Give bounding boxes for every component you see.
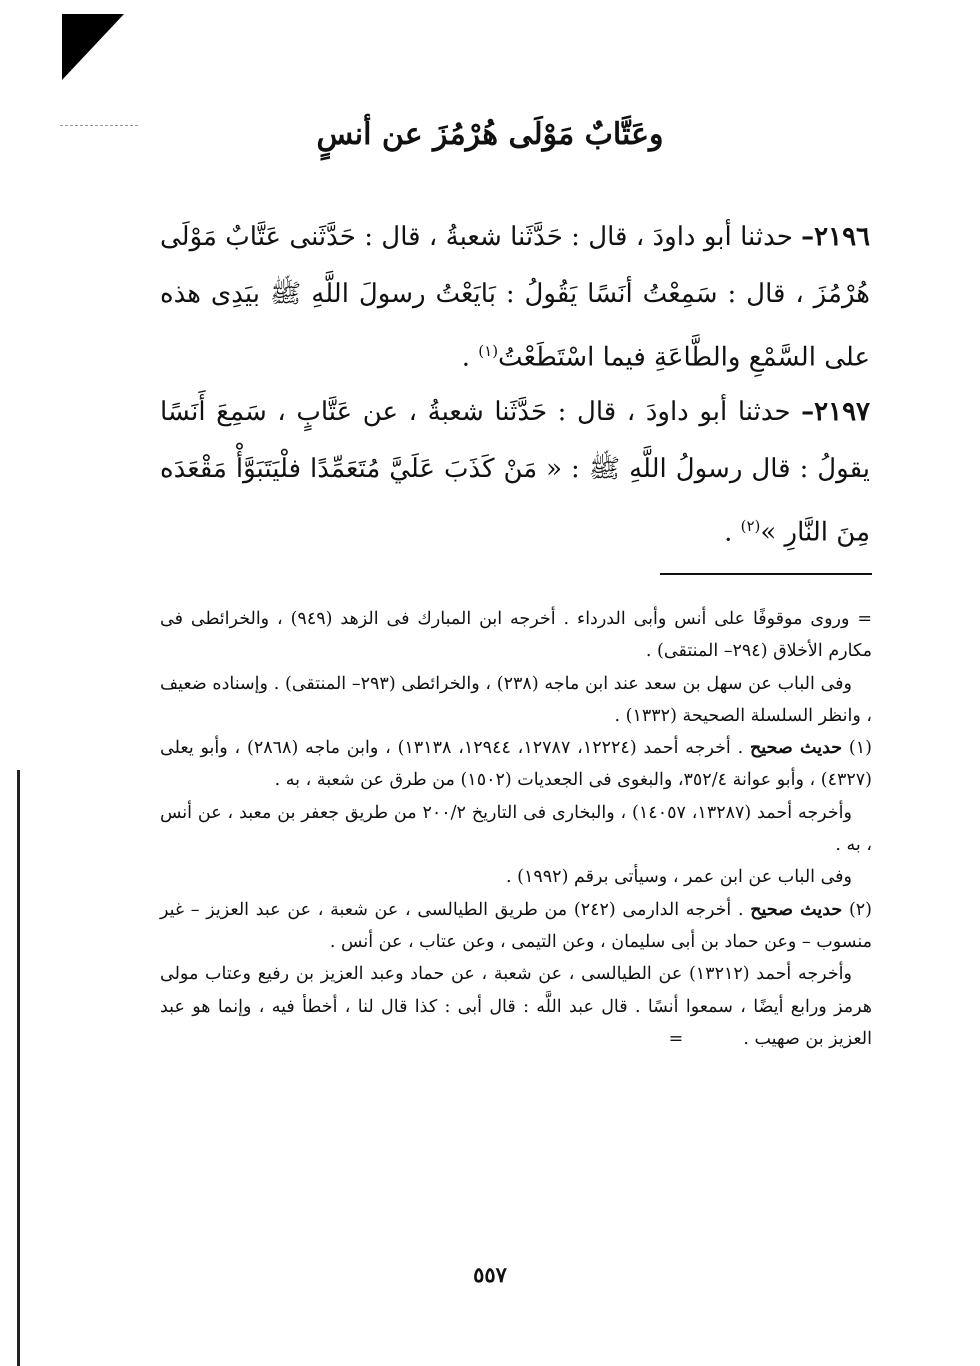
footnote-paragraph: وفى الباب عن سهل بن سعد عند ابن ماجه (٢٣٨) ، والخرائطى (٢٩٣– المنتقى) . وإسناده ضعيف ، وانظر السلسلة الصحيحة (١٣٣٢) .	[160, 673, 872, 726]
footnote-2	[160, 894, 872, 959]
hadith-text: حدثنا أبو داودَ ، قال : حَدَّثَنا شعبةُ ، عن عَتَّابٍ ، سَمِعَ أَنَسًا يقولُ : قال رسولُ اللَّهِ ﷺ : « مَنْ كَذَبَ عَلَيَّ مُتَعَمِّدًا فلْيَتَبَوَّأْ مَقْعَدَه مِنَ النَّارِ »	[160, 397, 870, 548]
hadith-grade: حديث صحيح	[750, 899, 843, 920]
dashed-rule	[60, 125, 138, 126]
footnote-paragraph: = وروى موقوفًا على أنس وأبى الدرداء . أخرجه ابن المبارك فى الزهد (٩٤٩) ، والخرائطى فى مكارم الأخلاق (٢٩٤– المنتقى) .	[160, 609, 872, 662]
hadith-text: حدثنا أبو داودَ ، قال : حَدَّثَنا شعبةُ ، قال : حَدَّثَنى عَتَّابٌ مَوْلَى هُرْمُزَ ، قال : سَمِعْتُ أنَسًا يَقُولُ : بَايَعْتُ رسولَ اللَّهِ ﷺ بيَدِى هذه على السَّمْعِ والطَّاعَةِ فيما اسْتَطَعْتُ	[160, 222, 870, 373]
hadith-grade: حديث صحيح	[749, 738, 843, 759]
footnote-separator	[660, 573, 872, 575]
footnote-text: وأخرجه أحمد (١٣٢١٢) عن الطيالسى ، عن شعبة ، عن حماد وعبد العزيز بن رفيع وعتاب مولى هرمز ورابع أيضًا ، سمعوا أنسًا . قال عبد اللَّه : قال أبى : كذا قال لنا ، أخطأ فيه ، وإنما هو عبد العزيز بن صهيب .	[160, 964, 872, 1049]
page-number: ٥٥٧	[473, 1262, 507, 1287]
footnote-paragraph: وفى الباب عن ابن عمر ، وسيأتى برقم (١٩٩٢) .	[506, 867, 852, 888]
section-title: وعَتَّابٌ مَوْلَى هُرْمُزَ عن أنسٍ	[316, 117, 664, 152]
footnote-paragraph	[160, 958, 872, 1055]
scan-edge-line	[17, 770, 20, 1366]
footnote-ref: (٢)	[740, 517, 761, 535]
footnote-label: (١)	[842, 738, 872, 759]
footnotes	[160, 603, 872, 1055]
hadith-number: ٢١٩٦–	[801, 222, 870, 252]
hadith-end: .	[724, 517, 741, 548]
hadith-number: ٢١٩٧–	[801, 397, 870, 427]
continuation-mark: =	[668, 1028, 684, 1049]
corner-triangle-mark	[62, 14, 124, 80]
footnote-1	[160, 732, 872, 797]
hadith-2197	[160, 384, 870, 562]
hadith-end: .	[461, 342, 479, 373]
hadith-2196	[160, 209, 870, 387]
footnote-text: . أخرجه الدارمى (٢٤٢) من طريق الطيالسى ، عن شعبة ، عن عبد العزيز – غير منسوب – وعن حماد بن أبى سليمان ، وعن التيمى ، وعن عتاب ، عن أنس .	[160, 899, 872, 952]
footnote-label: (٢)	[842, 899, 872, 920]
footnote-ref: (١)	[478, 342, 499, 360]
footnote-paragraph: وأخرجه أحمد (١٣٢٨٧، ١٤٠٥٧) ، والبخارى فى التاريخ ٢٠٠/٢ من طريق جعفر بن معبد ، عن أنس ، به .	[160, 802, 872, 856]
footnote-text: . أخرجه أحمد (١٢٢٢٤، ١٢٧٨٧، ١٢٩٤٤، ١٣١٣٨) ، وابن ماجه (٢٨٦٨) ، وأبو يعلى (٤٣٢٧) ، وأبو عوانة ٣٥٢/٤، والبغوى فى الجعديات (١٥٠٢) من طرق عن شعبة ، به .	[160, 738, 872, 791]
